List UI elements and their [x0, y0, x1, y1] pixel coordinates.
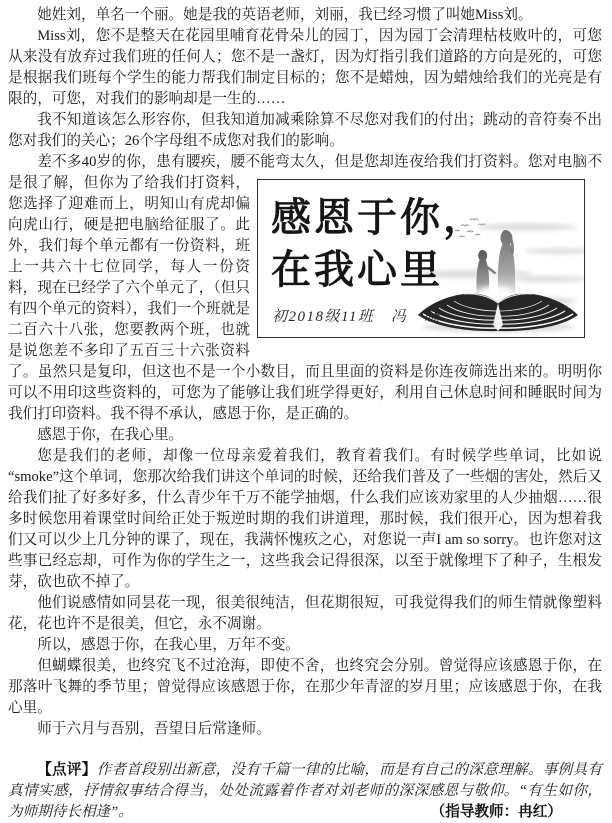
article-byline: 初2018级11班 冯 晓 — [272, 309, 441, 325]
essay-paragraph-4-rest: 解，但你为了给我们打资料，您选择了迎难而上，明知山有虎却偏向虎山行，硬是把电脑给征服了。此外，我们每个单元都有一份资料，班上一共六十七位同学，每人一份资料，现在已经学了六个单元了，（但只有四个单元的资料），我们一个班就是二百六十八张，您要教两个班，也就是说您差不多印了五百三十六张资料了。虽然只是复印，但这也不是一个小数目，而且里面的资料是你连夜筛选出来的。明明你可以不用印这些资料的，可您为了能够让我们班学得更好，利用自己休息时间和睡眠时间为我们打印资料。我不得不承认，感恩于你，是正确的。 — [8, 175, 602, 422]
review-label: 【点评】 — [37, 762, 97, 778]
essay-paragraph-8: 所以，感恩于你，在我心里，万年不变。 — [37, 637, 300, 653]
article-title-line-1: 感恩于你， — [271, 196, 486, 240]
review-text: 作者首段别出新意，没有千篇一律的比喻，而是有自己的深意理解。事例具有真情实感，抒情叙事结合得当，处处流露着作者对刘老师的深深感恩与敬仰。“有生如你， 为师期待长相逢”。 — [8, 762, 602, 820]
essay-paragraph-9: 但蝴蝶很美，也终究飞不过沧海，即使不舍，也终究会分别。曾觉得应该感恩于你，在那落叶飞舞的季节里；曾觉得应该感恩于你，在那少年青涩的岁月里；应该感恩于你，在我心里。 — [8, 658, 602, 716]
essay-paragraph-4 — [8, 152, 602, 425]
essay-paragraph-6: 您是我们的老师，却像一位母亲爱着我们，教育着我们。有时候学些单词，比如说“smoke”这个单词，您那次给我们讲这个单词的时候，还给我们普及了一些烟的害处，然后又给我们扯了好多好多，什么青少年千万不能学抽烟，什么我们应该劝家里的人少抽烟……很多时候您用着课堂时间给正处于叛逆时期的我们讲道理，那时候，我们很开心，因为想着我们又可以少上几分钟的课了，现在，我满怀愧疚之心，对您说一声I am so sorry。也许您对这些事已经忘却，可作为你的学生之一，这些我会记得很深，以至于就像埋下了种子，生根发芽，砍也砍不掉了。 — [8, 448, 602, 590]
mother-silhouette-icon — [498, 230, 515, 293]
essay-paragraph-2: Miss刘，您不是整天在花园里哺育花骨朵儿的园丁，因为园丁会清理枯枝败叶的，可您从来没有放弃过我们班的任何人；您不是一盏灯，因为灯指引我们道路的方向是死的，可您是根据我们班每个学生的能力帮我们制定目标的；您不是蜡烛，因为蜡烛给我们的光亮是有限的，可您，对我们的影响却是一生的…… — [8, 28, 602, 107]
essay-paragraph-5: 感恩于你，在我心里。 — [37, 427, 184, 443]
essay-paragraph-7: 他们说感情如同昙花一现，很美很纯洁，但花期很短，可我觉得我们的师生情就像塑料花，花也许不是很美，但它，永不凋谢。 — [8, 595, 602, 632]
essay-body — [8, 5, 602, 740]
review-teacher-credit: （指导教师：冉红） — [430, 804, 562, 820]
essay-paragraph-1: 她姓刘，单名一个丽。她是我的英语老师，刘丽，我已经习惯了叫她Miss刘。 — [37, 7, 533, 23]
article-title — [271, 192, 486, 296]
review-block — [8, 760, 602, 823]
article-title-box — [257, 179, 585, 338]
essay-paragraph-3: 我不知道该怎么形容你，但我知道加减乘除算不尽您对我们的付出；跳动的音符奏不出您对我们的关心；26个字母组不成您对我们的影响。 — [8, 112, 602, 149]
essay-paragraph-10: 师于六月与吾别，吾望日后常逢师。 — [37, 721, 271, 737]
article-title-line-2: 在我心里 — [271, 248, 443, 292]
essay-paragraph-4-lead: 差不多40岁的你，患有腰疾，腰不能弯太久，但是您却连夜给我们打资料。您对电脑不是很了 — [8, 154, 602, 191]
